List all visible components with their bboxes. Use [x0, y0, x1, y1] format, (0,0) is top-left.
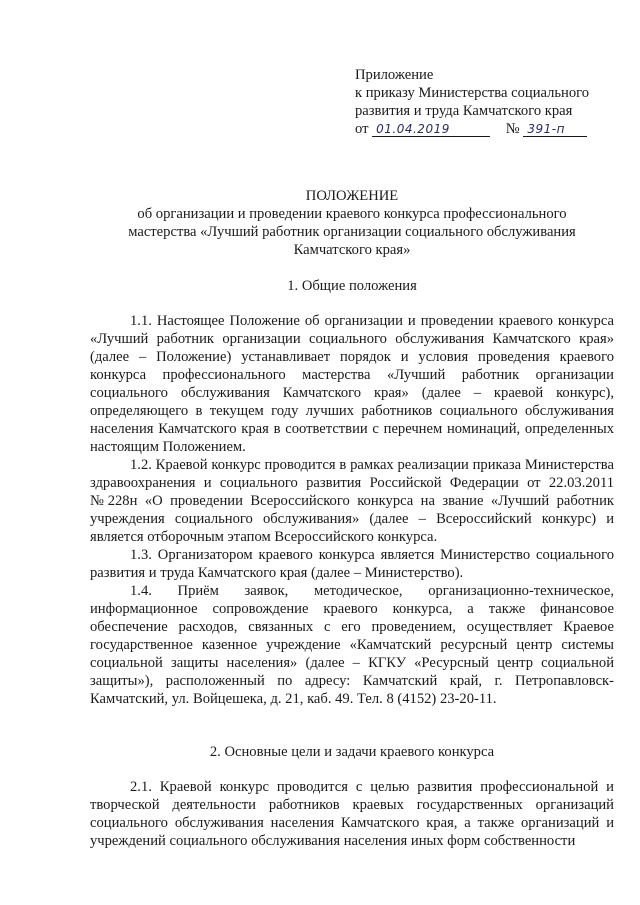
appendix-label: Приложение: [355, 67, 434, 83]
appendix-order-line: к приказу Министерства социального: [355, 85, 590, 101]
paragraph-1-2: 1.2. Краевой конкурс проводится в рамках реализации приказа Министерства здравоохранения и социального развития Российской Федерации от 22.03.2011 №228н «О проведении Всероссийского конкурса на звание «Лучший работник учреждения социального обслуживания» (далее – Всероссийский конкурс) и является отборочным этапом Всероссийского конкурса.: [90, 457, 614, 545]
section-1-heading: 1. Общие положения: [287, 278, 417, 294]
document-title: [90, 187, 614, 259]
paragraph-1-3: 1.3. Организатором краевого конкурса является Министерство социального развития и труда Камчатского края (далее – Министерство).: [90, 547, 614, 581]
number-label: №: [505, 121, 520, 137]
section-1-body: [90, 312, 614, 708]
date-label: от: [355, 121, 369, 137]
title-line-1: об организации и проведении краевого конкурса профессионального: [137, 206, 567, 222]
section-2-heading: 2. Основные цели и задачи краевого конкурса: [209, 744, 495, 760]
paragraph-1-4: 1.4. Приём заявок, методическое, организационно-техническое, информационное сопровождение краевого конкурса, а также финансовое обеспечение расходов, связанных с его проведением, осуществляет Краевое государственное казенное учреждение «Камчатский ресурсный центр системы социальной защиты населения» (далее – КГКУ «Ресурсный центр социальной защиты»), расположенный по адресу: Камчатский край, г. Петропавловск-Камчатский, ул. Войцешека, д. 21, каб. 49. Тел. 8 (4152) 23-20-11.: [90, 583, 614, 707]
appendix-date-line: [355, 120, 615, 138]
paragraph-2-1: 2.1. Краевой конкурс проводится с целью развития профессиональной и творческой деятельности работников краевых государственных организаций социального обслуживания населения Камчатского края, а также организаций и учреждений социального обслуживания населения иных форм собственности: [90, 779, 614, 849]
title-line-3: Камчатского края»: [293, 242, 411, 258]
section-2-body: [90, 778, 614, 850]
appendix-ministry-line: развития и труда Камчатского края: [355, 103, 573, 119]
date-field: [372, 122, 490, 137]
title-main: ПОЛОЖЕНИЕ: [305, 188, 399, 204]
date-value: 01.04.2019: [376, 122, 450, 136]
title-line-2: мастерства «Лучший работник организации социального обслуживания: [128, 224, 576, 240]
number-field: [523, 122, 587, 137]
paragraph-1-1: 1.1. Настоящее Положение об организации и проведении краевого конкурса «Лучший работник организации социального обслуживания Камчатского края» (далее – Положение) устанавливает порядок и условия проведения краевого конкурса профессионального мастерства «Лучший работник организации социального обслуживания Камчатского края» (далее – краевой конкурс), определяющего в текущем году лучших работников социального обслуживания населения Камчатского края в соответствии с перечнем номинаций, определенных настоящим Положением.: [90, 313, 614, 455]
appendix-block: [355, 66, 615, 138]
number-value: 391-п: [527, 122, 565, 136]
